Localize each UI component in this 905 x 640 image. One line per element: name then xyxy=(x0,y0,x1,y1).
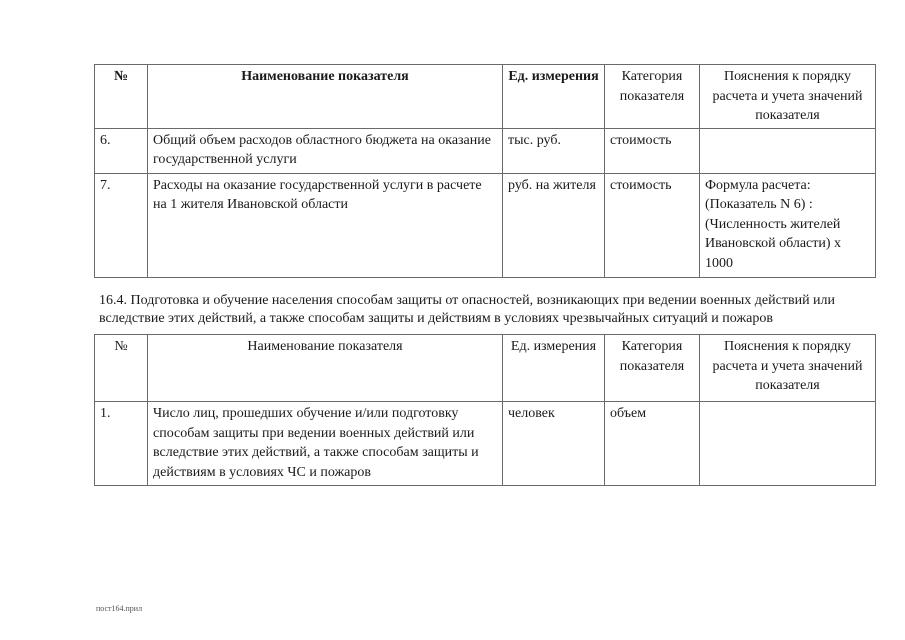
header-category: Категория показателя xyxy=(605,335,700,402)
footer-filename: пост164.прил xyxy=(96,604,143,613)
header-unit: Ед. измерения xyxy=(503,335,605,402)
row-explanation xyxy=(700,128,876,173)
row-category: стоимость xyxy=(605,173,700,277)
indicators-table-1 xyxy=(94,64,876,278)
indicators-table-2 xyxy=(94,334,876,486)
table-row xyxy=(95,173,876,277)
row-number: 7. xyxy=(95,173,148,277)
row-category: объем xyxy=(605,402,700,486)
table-header-row xyxy=(95,65,876,129)
header-number: № xyxy=(95,65,148,129)
header-number: № xyxy=(95,335,148,402)
row-explanation xyxy=(700,402,876,486)
row-indicator-name: Число лиц, прошедших обучение и/или подготовку способам защиты при ведении военных действий или вследствие этих действий, а также способам защиты и действиям в условиях ЧС и пожаров xyxy=(148,402,503,486)
header-explanation: Пояснения к порядку расчета и учета значений показателя xyxy=(700,65,876,129)
header-unit: Ед. измерения xyxy=(503,65,605,129)
table-header-row xyxy=(95,335,876,402)
table-row xyxy=(95,402,876,486)
header-indicator-name: Наименование показателя xyxy=(148,335,503,402)
row-unit: тыс. руб. xyxy=(503,128,605,173)
header-indicator-name: Наименование показателя xyxy=(148,65,503,129)
row-unit: руб. на жителя xyxy=(503,173,605,277)
row-explanation: Формула расчета: (Показатель N 6) : (Численность жителей Ивановской области) x 1000 xyxy=(700,173,876,277)
row-indicator-name: Общий объем расходов областного бюджета на оказание государственной услуги xyxy=(148,128,503,173)
row-number: 6. xyxy=(95,128,148,173)
row-indicator-name: Расходы на оказание государственной услуги в расчете на 1 жителя Ивановской области xyxy=(148,173,503,277)
section-heading: 16.4. Подготовка и обучение населения способам защиты от опасностей, возникающих при ведении военных действий или вследствие этих действий, а также способам защиты и действиям в условиях чрезвычайных ситуаций и пожаров xyxy=(99,293,836,326)
row-number: 1. xyxy=(95,402,148,486)
header-explanation: Пояснения к порядку расчета и учета значений показателя xyxy=(700,335,876,402)
row-unit: человек xyxy=(503,402,605,486)
row-category: стоимость xyxy=(605,128,700,173)
table-row xyxy=(95,128,876,173)
header-category: Категория показателя xyxy=(605,65,700,129)
